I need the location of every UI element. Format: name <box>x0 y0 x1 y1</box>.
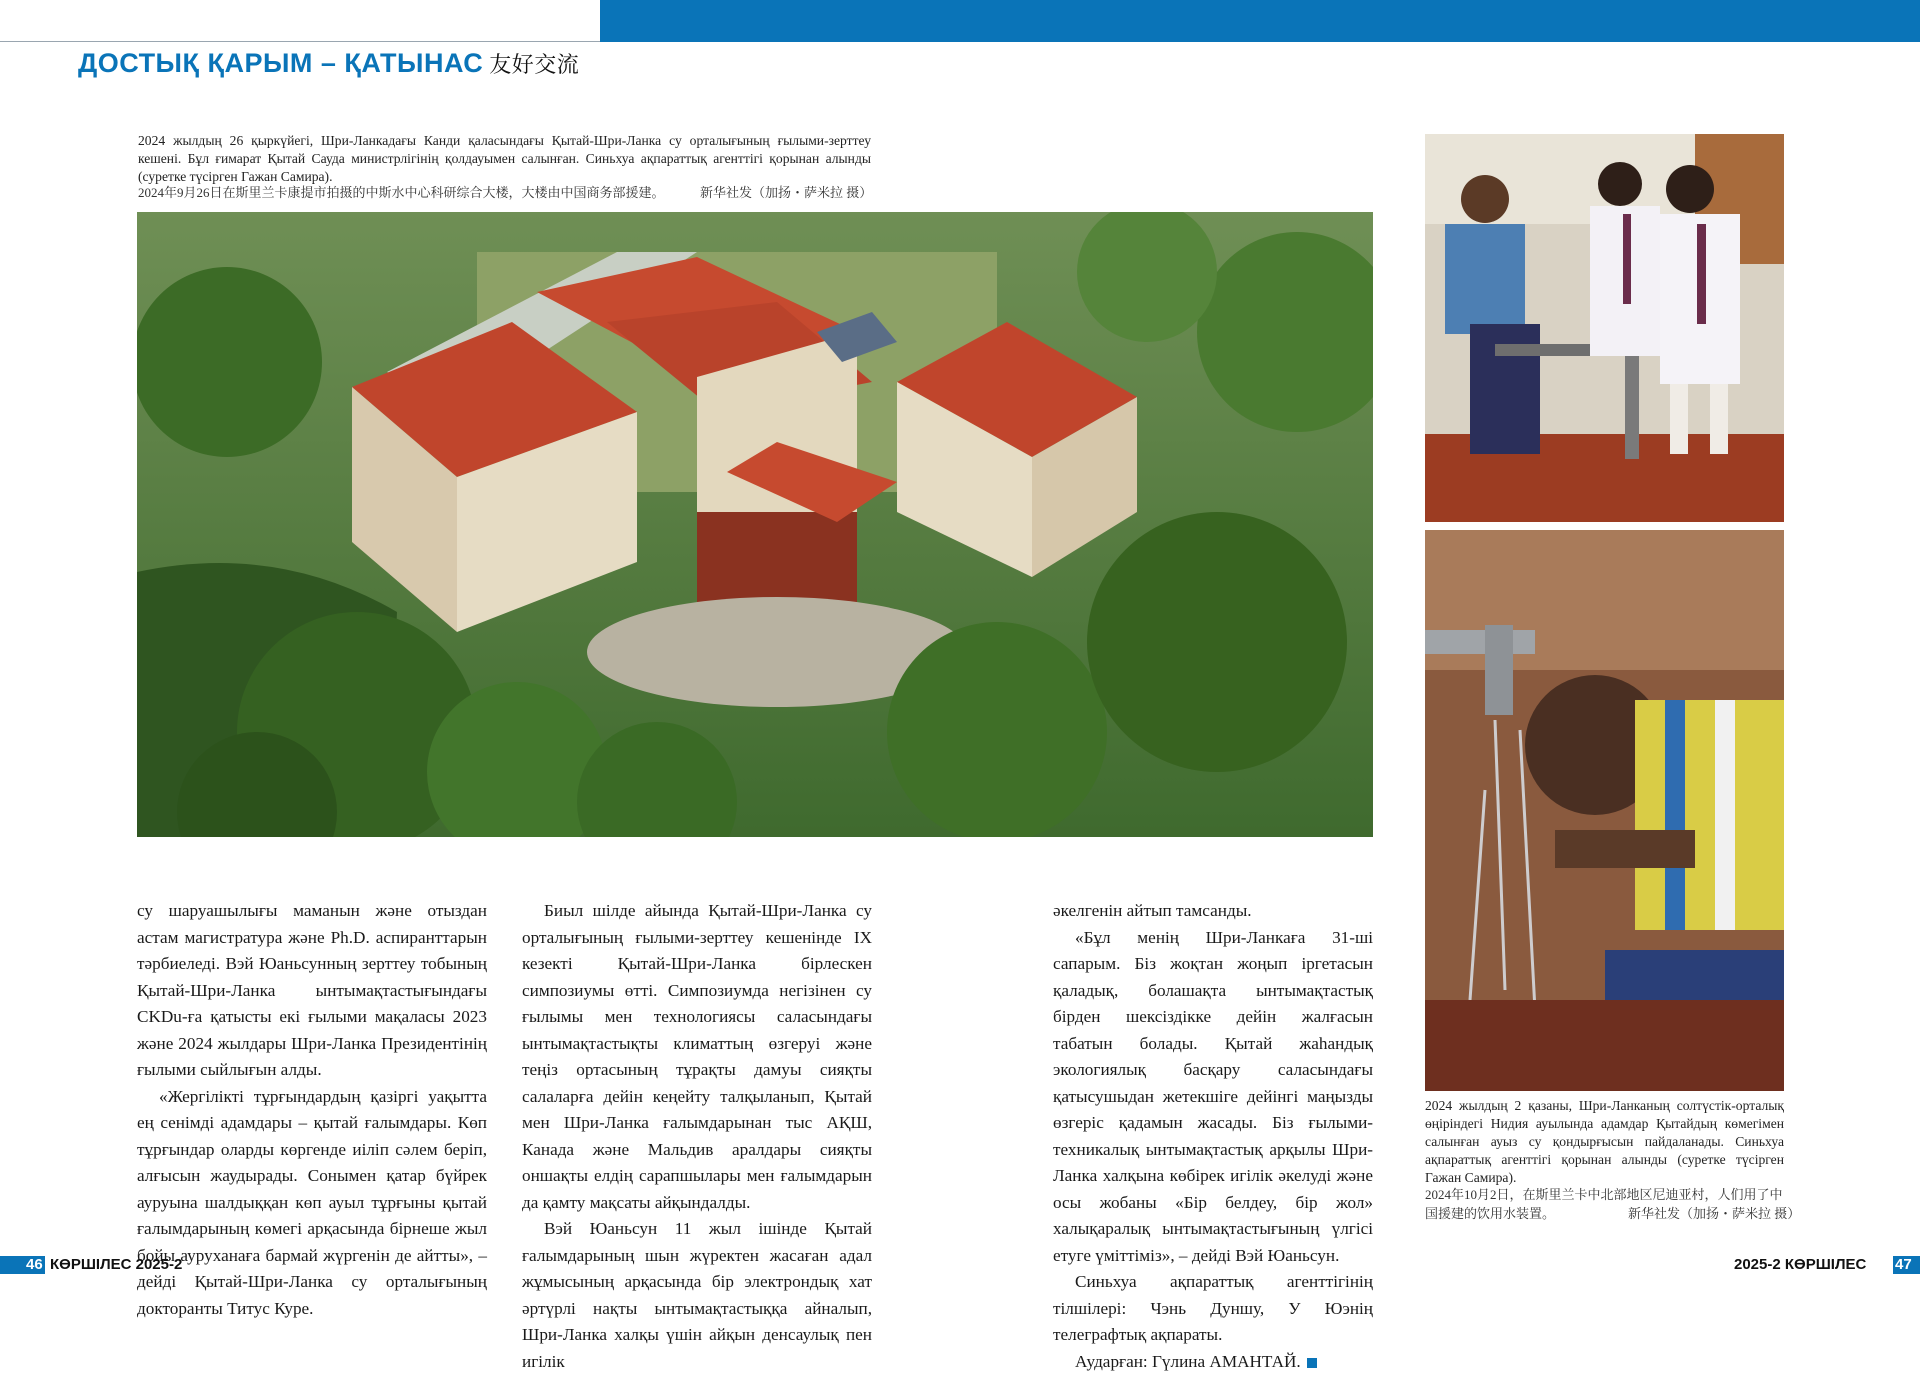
footer-left-label: КӨРШІЛЕС 2025-2 <box>50 1256 182 1274</box>
photo-man-drinking-water <box>1425 530 1784 1091</box>
body-column-1 <box>137 898 487 1322</box>
side-photo-caption: 2024 жылдың 2 қазаны, Шри-Ланканың солтүстік-орталық өңіріндегі Нидия ауылында адамдар Қытайдың көмегімен салынған ауыз су қондырғысын пайдаланады. Синьхуа ақпараттық агенттігі қорынан алынды (суретке түсірген Гажан Самира). <box>1425 1097 1784 1187</box>
main-photo-caption-zh: 2024年9月26日在斯里兰卡康提市拍摄的中斯水中心科研综合大楼，大楼由中国商务部援建。 <box>138 184 665 202</box>
paragraph: «Жергілікті тұрғындардың қазіргі уақытта ең сенімді адамдары – қытай ғалымдары. Көп тұрғындар оларды көргенде иіліп сәлем беріп, алғысын жаудырады. Сонымен қатар бүйрек ауруына шалдыққан көп ауыл тұрғыны қытай ғалымдарының көмегі арқасында бірнеше жыл бойы ауруханаға бармай жүргенін де айтты», – дейді Қытай-Шри-Ланка су орталығының докторанты Титус Куре. <box>137 1084 487 1323</box>
side-photo-caption-zh-line2: 国援建的饮用水装置。 <box>1425 1205 1555 1223</box>
side-photo-credit: 新华社发（加扬・萨米拉 摄） <box>1628 1205 1800 1223</box>
paragraph: Биыл шілде айында Қытай-Шри-Ланка су орталығының ғылыми-зерттеу кешенінде IX кезекті Қытай-Шри-Ланка бірлескен симпозиумы өтті. Симпозиумда негізінен су ғылымы мен технологиясы саласындағы ынтымақтастықты климаттың өзгеруі және теңіз ортасының тұрақты дамуы сияқты салаларға дейін кеңейту талқыланып, Қытай мен Шри-Ланка ғалымдарынан тыс АҚШ, Канада және Мальдив аралдары сияқты оншақты елдің сарапшылары мен ғалымдарын да қамту мақсаты айқындалды. <box>522 898 872 1216</box>
paragraph: Вэй Юаньсун 11 жыл ішінде Қытай ғалымдарының шын жүректен жасаған адал жұмысының арқасында бір электрондық хат әртүрлі нақты ынтымақтастыққа айналып, Шри-Ланка халқы үшін айқын денсаулық пен игілік <box>522 1216 872 1375</box>
main-photo-credit: 新华社发（加扬・萨米拉 摄） <box>700 184 872 202</box>
body-column-3 <box>1053 898 1373 1375</box>
section-title-zh: 友好交流 <box>489 52 579 77</box>
section-title-kk: ДОСТЫҚ ҚАРЫМ – ҚАТЫНАС <box>78 48 483 78</box>
main-photo-research-complex <box>137 212 1373 837</box>
page-number-right: 47 <box>1895 1256 1912 1274</box>
translator-text: Аударған: Гүлина АМАНТАЙ. <box>1075 1352 1301 1371</box>
paragraph: Синьхуа ақпараттық агенттігінің тілшілері: Чэнь Дуншу, У Юэнің телеграфтық ақпараты. <box>1053 1269 1373 1349</box>
header-rule <box>0 41 600 42</box>
paragraph: әкелгенін айтып тамсанды. <box>1053 898 1373 925</box>
photo-schoolgirls-water-tap <box>1425 134 1784 522</box>
footer-right-label: 2025-2 КӨРШІЛЕС <box>1734 1256 1866 1274</box>
end-mark-icon <box>1307 1358 1317 1368</box>
page-number-left: 46 <box>26 1256 43 1274</box>
paragraph: су шаруашылығы маманын және отыздан астам магистратура және Ph.D. аспиранттарын тәрбиеледі. Вэй Юаньсунның зерттеу тобының Қытай-Шри-Ланка ынтымақтастығындағы CKDu-ға қатысты екі ғылыми мақаласы 2023 және 2024 жылдары Шри-Ланка Президентінің ғылыми сыйлығын алды. <box>137 898 487 1084</box>
body-column-2 <box>522 898 872 1375</box>
side-photo-caption-zh-line1: 2024年10月2日，在斯里兰卡中北部地区尼迪亚村，人们用了中 <box>1425 1186 1783 1204</box>
paragraph: «Бұл менің Шри-Ланкаға 31-ші сапарым. Біз жоқтан жоңып іргетасын қаладық, болашақта ынтымақтастық бірден шексіздікке дейін жалғасын табатын болады. Қытай жаһандық экологиялық басқару саласындағы қатысушыдан жетекшіге дейінгі маңызды өзгеріс қадамын жасады. Біз ғылыми-техникалық ынтымақтастық арқылы Шри-Ланка халқына көбірек игілік әкелуді және осы жобаны «Бір белдеу, бір жол» халықаралық ынтымақтастығының үлгісі етуге үміттіміз», – дейді Вэй Юаньсун. <box>1053 925 1373 1270</box>
translator-credit <box>1053 1349 1373 1375</box>
main-photo-caption: 2024 жылдың 26 қыркүйегі, Шри-Ланкадағы Канди қаласындағы Қытай-Шри-Ланка су орталығының ғылыми-зерттеу кешені. Бұл ғимарат Қытай Сауда министрлігінің қолдауымен салынған. Синьхуа ақпараттық агенттігі қорынан алынды (суретке түсірген Гажан Самира). <box>138 132 871 186</box>
section-title <box>78 48 579 79</box>
header-color-bar <box>600 0 1920 42</box>
